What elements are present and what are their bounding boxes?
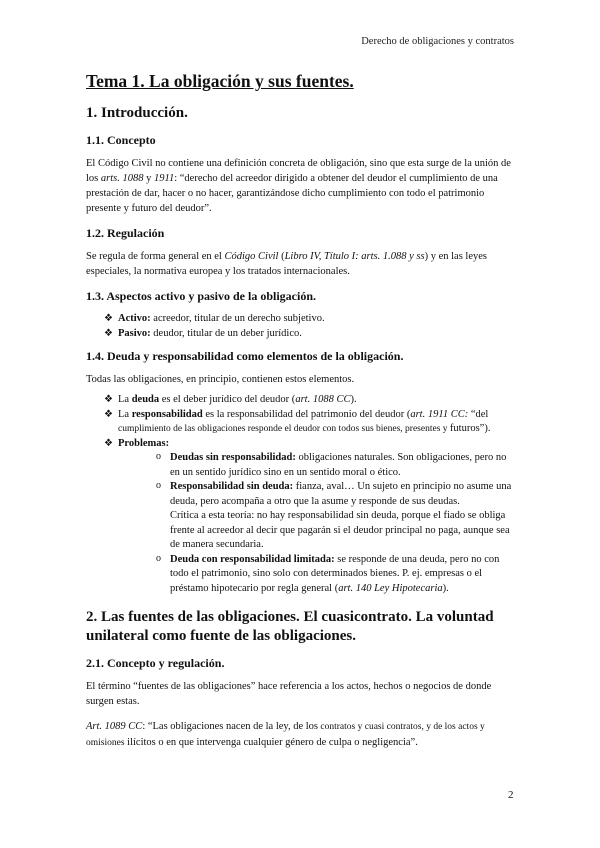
obligation-definition-quote: “derecho del acreedor dirigido a obtener del deudor el cumplimiento de una prestación de dar, hacer o no hacer, garantizándose dicho cumplimiento con todo el patrimonio presente y futuro del deudor”	[86, 173, 498, 214]
paren-open: (	[278, 251, 285, 262]
quote-small-text: cumplimiento de las obligaciones responde el deudor con todos sus bienes, presentes y	[118, 424, 450, 434]
responsibility-term: responsabilidad	[131, 408, 203, 420]
item-label: Activo:	[118, 313, 151, 324]
text: ).	[350, 394, 357, 405]
section-2-1-heading: 2.1. Concepto y regulación.	[86, 656, 225, 670]
sublist-item	[156, 480, 518, 553]
section-1-2-heading: 1.2. Regulación	[86, 226, 165, 240]
end-period: .	[209, 203, 212, 214]
chapter-title: Tema 1. La obligación y sus fuentes.	[86, 71, 354, 91]
text: es la responsabilidad del patrimonio del deudor (	[202, 408, 411, 420]
diamond-bullet-icon: ❖	[104, 313, 113, 324]
item-text: deudor, titular de un deber jurídico.	[150, 327, 302, 339]
debt-list	[86, 393, 518, 596]
criticism-text: Crítica a esta teoría: no hay responsabilidad sin deuda, porque el fiado se obliga frente al acreedor al decir que pagarán si el deudor principal no paga, aunque sea de manera secundaria.	[170, 510, 510, 550]
item-label: Pasivo:	[118, 327, 151, 339]
item-text: obligaciones naturales. Son obligaciones, pero no en un sentido jurídico sino en un sentido moral o ético.	[170, 452, 507, 478]
quote-end: futuros”	[449, 423, 485, 434]
active-passive-list	[86, 312, 518, 341]
section-1-heading: 1. Introducción.	[86, 105, 188, 121]
art-140-ref: art. 140 Ley Hipotecaria	[338, 582, 443, 594]
art-1911-ref: art. 1911 CC:	[410, 408, 469, 420]
page-content	[86, 70, 518, 761]
item-label: Deudas sin responsabilidad:	[170, 452, 296, 463]
text: es el deber jurídico del deudor (	[159, 394, 296, 405]
circle-bullet-icon: o	[156, 552, 161, 564]
regulation-text: Se regula de forma general en el	[86, 251, 225, 262]
text: ).	[442, 582, 449, 594]
debt-intro-paragraph: Todas las obligaciones, en principio, contienen estos elementos.	[86, 374, 355, 385]
list-item-responsibility	[104, 408, 518, 437]
end-period: .	[415, 737, 418, 748]
text: La	[118, 408, 132, 420]
running-header: Derecho de obligaciones y contratos	[361, 36, 514, 47]
item-label: Deuda con responsabilidad limitada:	[170, 553, 335, 565]
quote-end: ilícitos o en que intervenga cualquier género de culpa o negligencia”	[124, 737, 416, 748]
quote-start: “del	[468, 408, 489, 420]
sources-paragraph: El término “fuentes de las obligaciones” hace referencia a los actos, hechos o negocios de donde surgen estas.	[86, 681, 492, 707]
art-1089-paragraph	[86, 719, 518, 751]
regulation-text-2: ) y en las leyes especiales, la normativa europea y los tratados internacionales.	[86, 251, 488, 277]
item-text: acreedor, titular de un derecho subjetivo.	[150, 313, 325, 324]
section-2-heading: 2. Las fuentes de las obligaciones. El cuasicontrato. La voluntad unilateral como fuente de las obligaciones.	[86, 609, 494, 644]
concept-paragraph	[86, 156, 518, 216]
art-1089-ref: Art. 1089 CC	[86, 721, 143, 732]
diamond-bullet-icon: ❖	[104, 327, 113, 339]
diamond-bullet-icon: ❖	[104, 408, 113, 420]
list-item	[104, 327, 518, 342]
section-1-1-heading: 1.1. Concepto	[86, 133, 156, 147]
colon-text: :	[174, 173, 180, 184]
art-1088-ref: art. 1088 CC	[295, 394, 351, 405]
civil-code-ref: Código Civil	[224, 251, 279, 262]
concept-text: El Código Civil no contiene una definición concreta de obligación, sino que esta surge de la unión de los	[86, 158, 511, 184]
sublist-item	[156, 451, 518, 480]
circle-bullet-icon: o	[156, 451, 161, 462]
item-text: fianza, aval… Un sujeto en principio no asume una deuda, pero acompaña a otro que la asume y responde de sus deudas.	[170, 481, 512, 507]
problems-label: Problemas:	[118, 437, 170, 449]
quote-start: : “Las obligaciones nacen de la ley, de los	[142, 721, 319, 732]
list-item	[104, 312, 518, 327]
circle-bullet-icon: o	[156, 480, 161, 491]
text: ).	[484, 423, 491, 434]
debt-term: deuda	[131, 394, 160, 405]
list-item-problems	[104, 437, 518, 597]
and-text: y	[143, 173, 154, 184]
section-1-4-heading: 1.4. Deuda y responsabilidad como elementos de la obligación.	[86, 349, 404, 363]
diamond-bullet-icon: ❖	[104, 394, 113, 405]
list-item-debt	[104, 393, 518, 408]
page-number: 2	[508, 789, 514, 801]
quote-small-text: contratos y cuasi contratos, y de los actos y omisiones	[86, 722, 485, 748]
item-label: Responsabilidad sin deuda:	[170, 481, 294, 492]
art-1911-ref: 1911	[153, 173, 175, 184]
sublist-item	[156, 553, 518, 597]
problems-sublist	[118, 451, 518, 596]
diamond-bullet-icon: ❖	[104, 437, 113, 449]
regulation-paragraph	[86, 249, 518, 279]
section-1-3-heading: 1.3. Aspectos activo y pasivo de la obligación.	[86, 289, 317, 303]
book-ref: Libro IV, Título I: arts. 1.088 y ss	[284, 251, 425, 262]
arts-ref: arts. 1088	[100, 173, 144, 184]
item-text: se responde de una deuda, pero no con todo el patrimonio, sino solo con determinados bienes. P. ej. empresas o el préstamo hipotecario por regla general (	[170, 553, 500, 594]
text: La	[118, 394, 132, 405]
